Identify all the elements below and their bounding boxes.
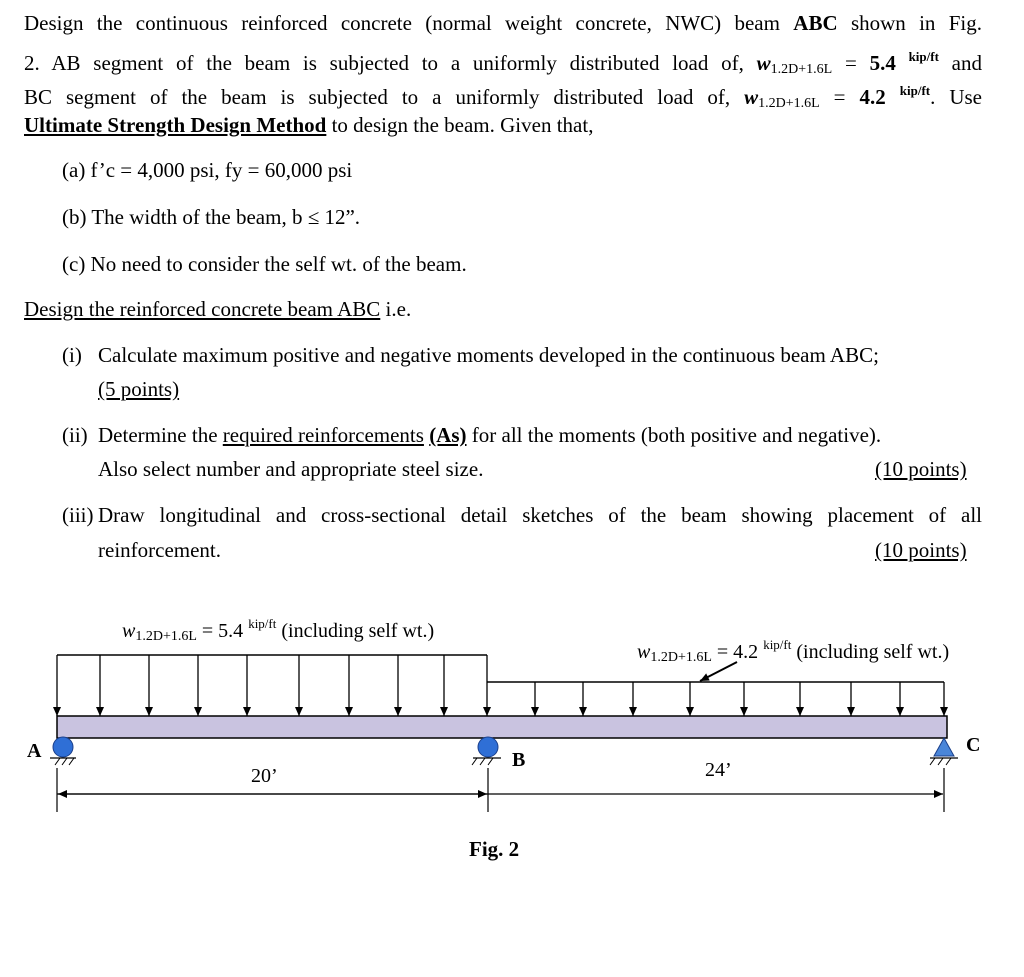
load-subscript: 1.2D+1.6L xyxy=(770,62,833,77)
intro-text: 2. AB segment of the beam is subjected to a uniformly distributed load of, xyxy=(24,51,757,75)
distributed-load-ab xyxy=(57,655,487,716)
load-symbol: w xyxy=(122,620,136,642)
task-iii-text: Draw longitudinal and cross-sectional detail sketches of the beam showing placement of all xyxy=(98,503,982,527)
intro-text: and xyxy=(938,51,982,75)
load-unit: kip/ft xyxy=(908,49,939,64)
support-c-label: C xyxy=(966,734,981,756)
as-symbol: (As) xyxy=(429,423,467,447)
task-i-points: (5 points) xyxy=(98,377,180,401)
intro-text: BC segment of the beam is subjected to a uniformly distributed load of, xyxy=(24,85,745,109)
task-ii-label: (ii) xyxy=(62,423,88,447)
load-subscript: 1.2D+1.6L xyxy=(135,629,197,644)
equals: = xyxy=(832,51,870,75)
support-a-roller xyxy=(50,737,76,765)
support-a-label: A xyxy=(27,740,42,762)
load-value-bc: 4.2 xyxy=(859,85,886,109)
distributed-load-bc xyxy=(487,682,944,716)
task-i-text: Calculate maximum positive and negative moments developed in the continuous beam ABC; xyxy=(98,343,879,367)
task-ii-points: (10 points) xyxy=(875,457,967,481)
span-ab-label: 20’ xyxy=(251,765,278,787)
design-heading-tail: i.e. xyxy=(380,297,412,321)
equals: = xyxy=(819,85,860,109)
load-note: (including self wt.) xyxy=(791,641,950,663)
load-unit: kip/ft xyxy=(899,83,931,98)
beam-label: ABC xyxy=(793,11,838,35)
required-reinforcements: required reinforcements xyxy=(222,423,424,447)
load-unit: kip/ft xyxy=(248,616,277,631)
task-ii-text-b: for all the moments (both positive and negative). xyxy=(466,423,882,447)
beam xyxy=(57,716,947,738)
load-subscript: 1.2D+1.6L xyxy=(758,96,820,111)
task-iii-line2: reinforcement. xyxy=(98,538,222,562)
intro-text: Design the continuous reinforced concrete (normal weight concrete, NWC) beam xyxy=(24,11,794,35)
load-symbol: w xyxy=(637,641,651,663)
intro-text: . Use xyxy=(930,85,983,109)
task-iii-label: (iii) xyxy=(62,503,94,527)
task-iii-points: (10 points) xyxy=(875,538,967,562)
design-heading-text: Design the reinforced concrete beam ABC xyxy=(24,297,381,321)
intro-text: to design the beam. Given that, xyxy=(326,113,594,137)
span-bc-label: 24’ xyxy=(705,759,732,781)
load-value: = 5.4 xyxy=(196,620,249,642)
figure-caption: Fig. 2 xyxy=(469,837,520,861)
given-a: (a) f’c = 4,000 psi, fy = 60,000 psi xyxy=(62,158,353,182)
support-b-label: B xyxy=(512,749,526,771)
load-symbol: w xyxy=(756,51,771,75)
method-name: Ultimate Strength Design Method xyxy=(24,113,327,137)
load-subscript: 1.2D+1.6L xyxy=(650,650,712,665)
support-c-pin xyxy=(930,738,958,765)
dimension-lines xyxy=(57,768,944,812)
task-i-label: (i) xyxy=(62,343,82,367)
task-ii-line2: Also select number and appropriate steel size. xyxy=(98,457,484,481)
load-symbol: w xyxy=(744,85,759,109)
support-b-roller xyxy=(472,737,501,765)
task-ii-text-a: Determine the xyxy=(98,423,223,447)
given-c: (c) No need to consider the self wt. of the beam. xyxy=(62,252,467,276)
load-unit: kip/ft xyxy=(763,637,792,652)
load-value: = 4.2 xyxy=(711,641,764,663)
leader-arrow xyxy=(700,662,737,681)
load-value-ab: 5.4 xyxy=(869,51,896,75)
given-b: (b) The width of the beam, b ≤ 12”. xyxy=(62,205,361,229)
intro-text: shown in Fig. xyxy=(837,11,982,35)
load-note: (including self wt.) xyxy=(276,620,435,642)
